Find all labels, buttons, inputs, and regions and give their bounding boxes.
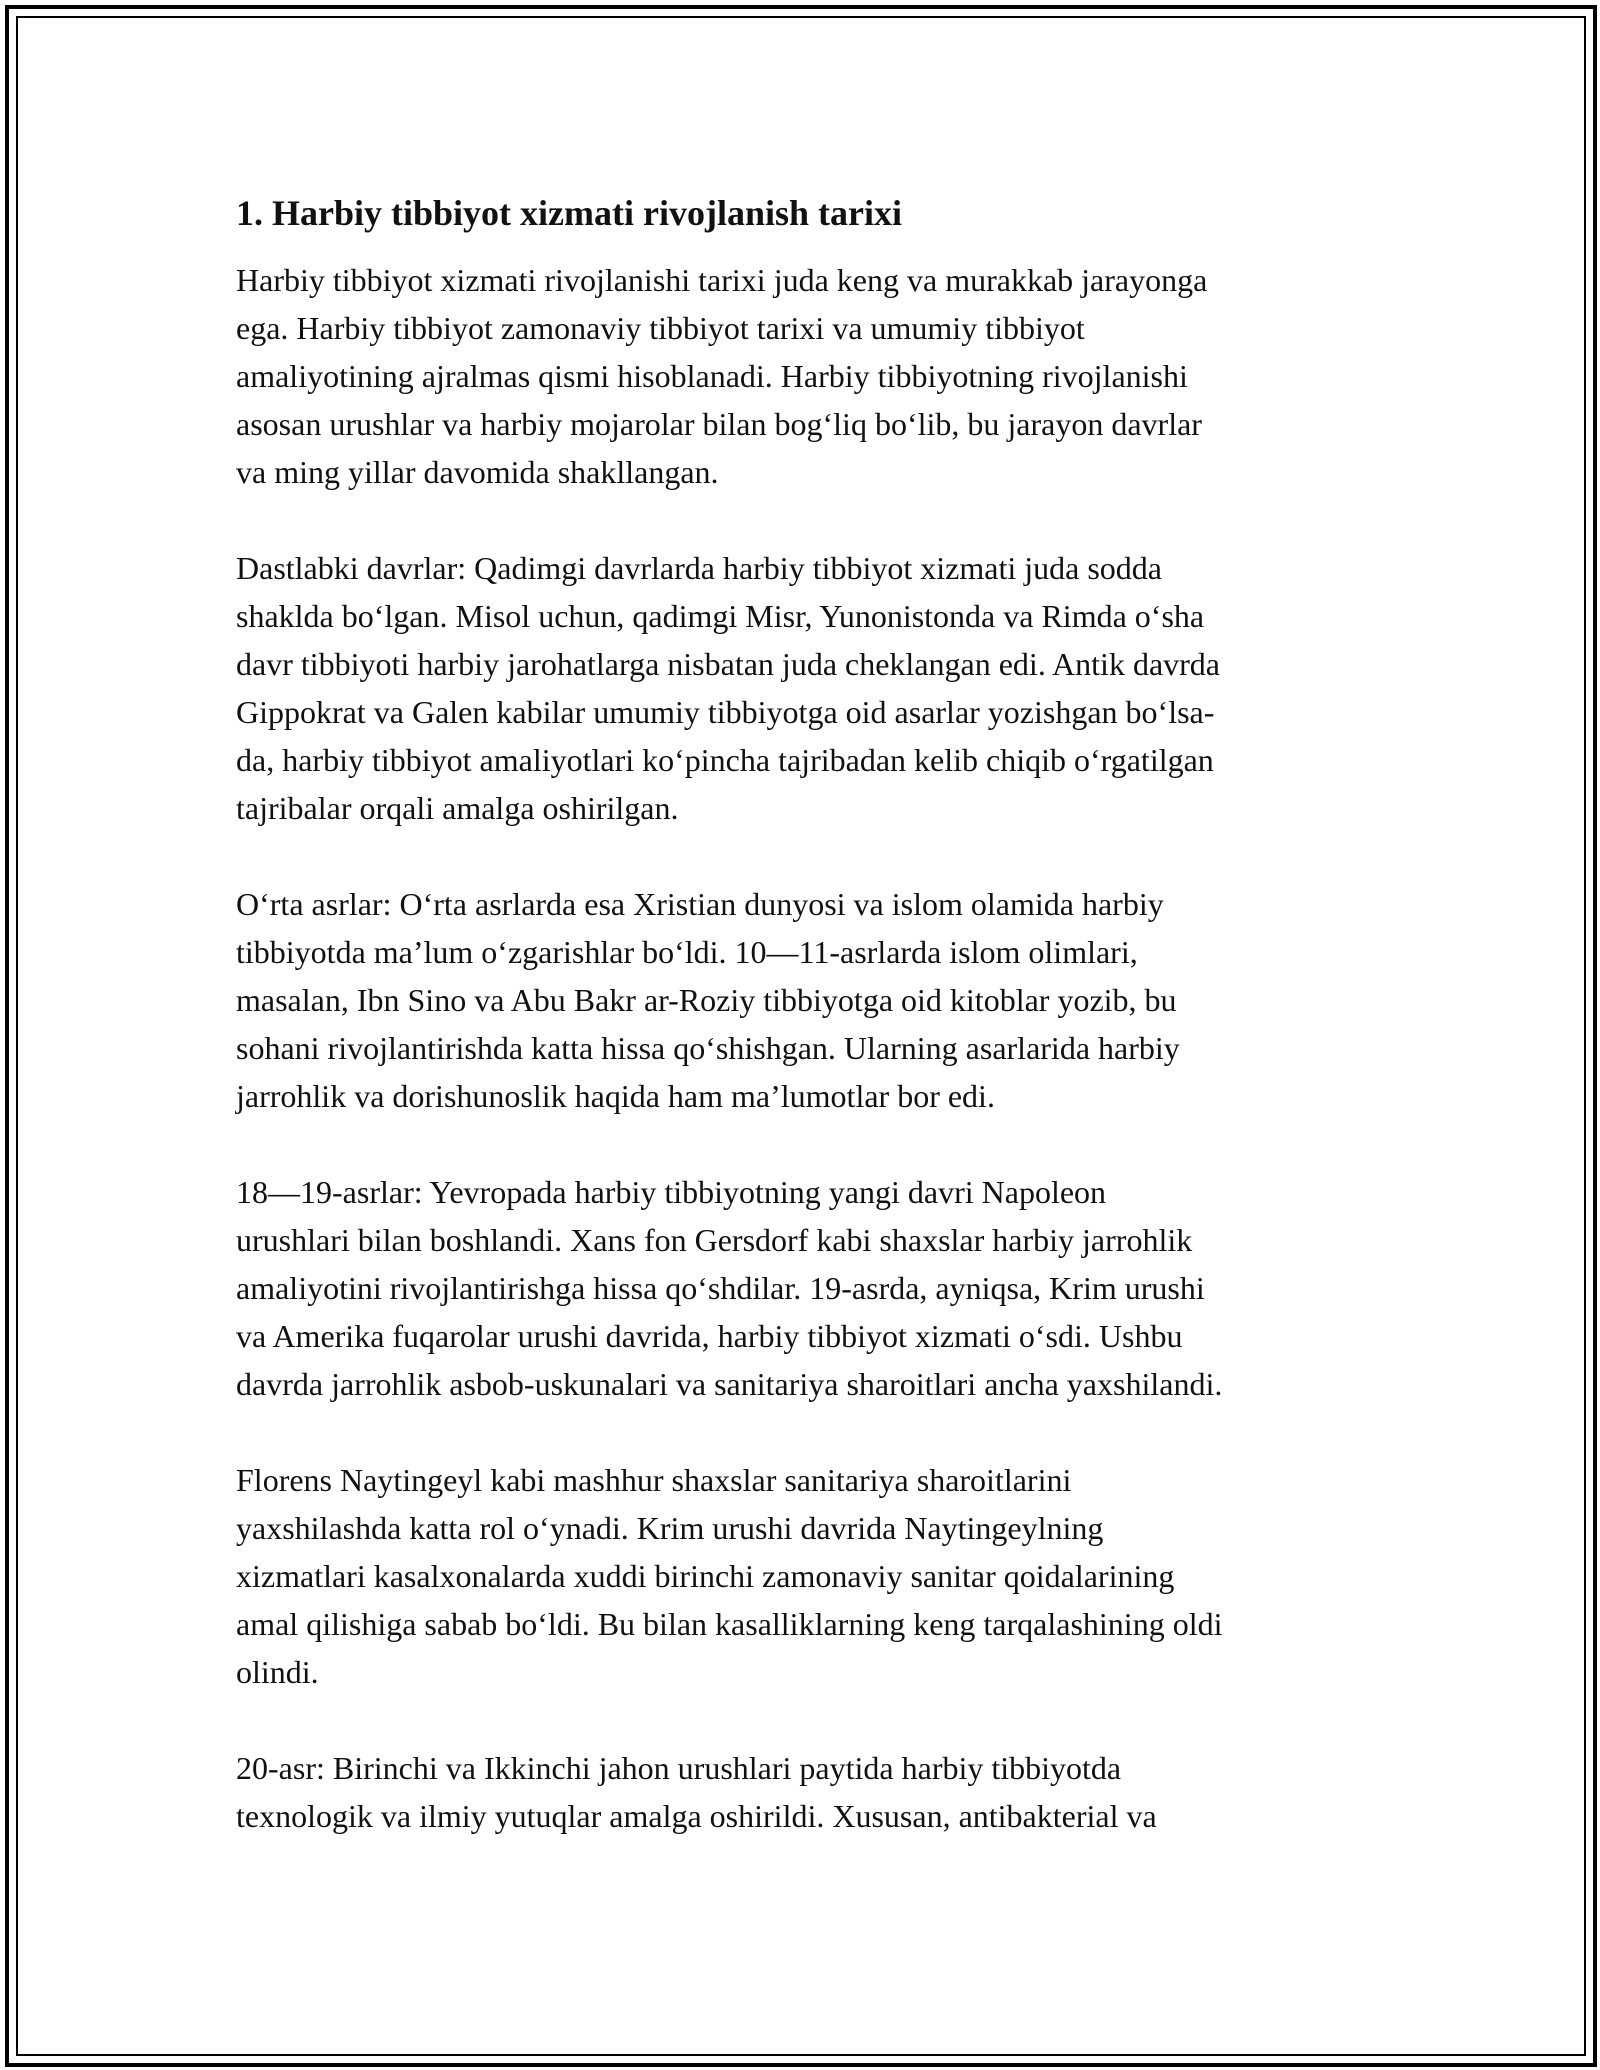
text-line: amaliyotining ajralmas qismi hisoblanadi. Harbiy tibbiyotning rivojlanishi bbox=[236, 358, 1188, 394]
text-line: xizmatlari kasalxonalarda xuddi birinchi zamonaviy sanitar qoidalarining bbox=[236, 1558, 1175, 1594]
text-line: amal qilishiga sabab bo‘ldi. Bu bilan kasalliklarning keng tarqalashining oldi bbox=[236, 1606, 1223, 1642]
paragraph-early-periods bbox=[236, 544, 1386, 832]
text-line: sohani rivojlantirishda katta hissa qo‘shishgan. Ularning asarlarida harbiy bbox=[236, 1030, 1180, 1066]
paragraph-intro bbox=[236, 256, 1386, 496]
text-line: 18—19-asrlar: Yevropada harbiy tibbiyotning yangi davri Napoleon bbox=[236, 1174, 1107, 1210]
text-line: amaliyotini rivojlantirishga hissa qo‘shdilar. 19-asrda, ayniqsa, Krim urushi bbox=[236, 1270, 1205, 1306]
text-line: davrda jarrohlik asbob-uskunalari va sanitariya sharoitlari ancha yaxshilandi. bbox=[236, 1366, 1223, 1402]
paragraph-nightingale bbox=[236, 1456, 1386, 1696]
text-line: shaklda bo‘lgan. Misol uchun, qadimgi Misr, Yunonistonda va Rimda o‘sha bbox=[236, 598, 1205, 634]
text-line: tajribalar orqali amalga oshirilgan. bbox=[236, 790, 679, 826]
text-line: asosan urushlar va harbiy mojarolar bilan bog‘liq bo‘lib, bu jarayon davrlar bbox=[236, 406, 1202, 442]
text-line: 20-asr: Birinchi va Ikkinchi jahon urushlari paytida harbiy tibbiyotda bbox=[236, 1750, 1122, 1786]
text-line: Dastlabki davrlar: Qadimgi davrlarda harbiy tibbiyot xizmati juda sodda bbox=[236, 550, 1162, 586]
text-line: tibbiyotda ma’lum o‘zgarishlar bo‘ldi. 10—11-asrlarda islom olimlari, bbox=[236, 934, 1138, 970]
paragraph-20th-century bbox=[236, 1744, 1386, 1840]
text-line: da, harbiy tibbiyot amaliyotlari ko‘pincha tajribadan kelib chiqib o‘rgatilgan bbox=[236, 742, 1214, 778]
text-line: texnologik va ilmiy yutuqlar amalga oshirildi. Xususan, antibakterial va bbox=[236, 1798, 1157, 1834]
text-line: yaxshilashda katta rol o‘ynadi. Krim urushi davrida Naytingeylning bbox=[236, 1510, 1104, 1546]
text-line: masalan, Ibn Sino va Abu Bakr ar-Roziy tibbiyotga oid kitoblar yozib, bu bbox=[236, 982, 1177, 1018]
section-heading: 1. Harbiy tibbiyot xizmati rivojlanish tarixi bbox=[236, 193, 902, 233]
text-line: va ming yillar davomida shakllangan. bbox=[236, 454, 719, 490]
text-line: Florens Naytingeyl kabi mashhur shaxslar sanitariya sharoitlarini bbox=[236, 1462, 1072, 1498]
text-line: urushlari bilan boshlandi. Xans fon Gersdorf kabi shaxslar harbiy jarrohlik bbox=[236, 1222, 1193, 1258]
text-line: O‘rta asrlar: O‘rta asrlarda esa Xristian dunyosi va islom olamida harbiy bbox=[236, 886, 1164, 922]
text-line: olindi. bbox=[236, 1654, 319, 1690]
text-line: va Amerika fuqarolar urushi davrida, harbiy tibbiyot xizmati o‘sdi. Ushbu bbox=[236, 1318, 1183, 1354]
text-line: ega. Harbiy tibbiyot zamonaviy tibbiyot tarixi va umumiy tibbiyot bbox=[236, 310, 1085, 346]
text-line: Harbiy tibbiyot xizmati rivojlanishi tarixi juda keng va murakkab jarayonga bbox=[236, 262, 1208, 298]
paragraph-18-19-centuries bbox=[236, 1168, 1386, 1408]
text-line: davr tibbiyoti harbiy jarohatlarga nisbatan juda cheklangan edi. Antik davrda bbox=[236, 646, 1220, 682]
paragraph-middle-ages bbox=[236, 880, 1386, 1120]
text-line: jarrohlik va dorishunoslik haqida ham ma’lumotlar bor edi. bbox=[236, 1078, 995, 1114]
document-content bbox=[236, 186, 1386, 1888]
text-line: Gippokrat va Galen kabilar umumiy tibbiyotga oid asarlar yozishgan bo‘lsa- bbox=[236, 694, 1215, 730]
